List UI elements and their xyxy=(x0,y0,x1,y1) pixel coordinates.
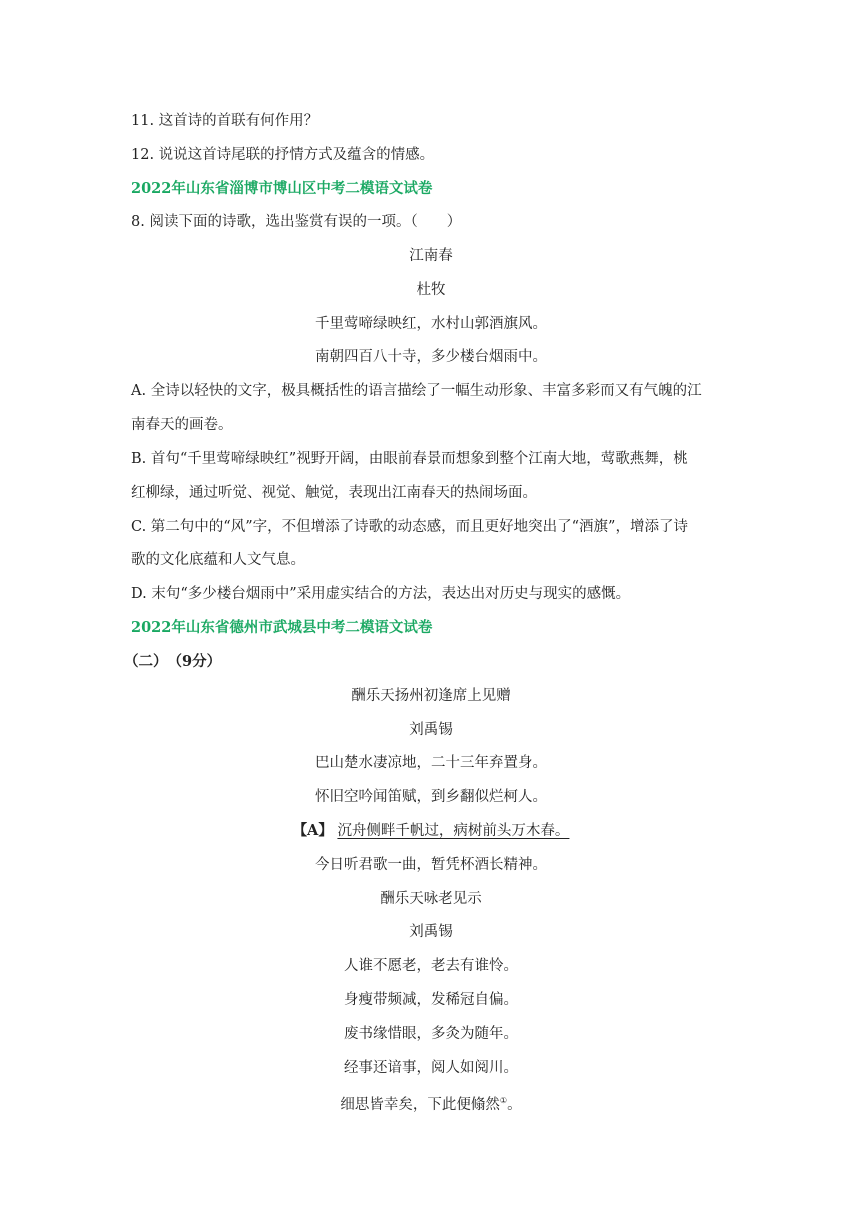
poem2-marked-line xyxy=(131,821,731,841)
exam-source-2: 2022年山东省德州市武城县中考二模语文试卷 xyxy=(131,619,433,636)
footnote-marker: ① xyxy=(499,1096,508,1105)
option-b: B. 首句“千里莺啼绿映红”视野开阔，由眼前春景而想象到整个江南大地，莺歌燕舞，桃 xyxy=(131,451,688,467)
poem3-last-text: 细思皆幸矣，下此便翛然 xyxy=(340,1097,500,1113)
section-heading: （二） （9分） xyxy=(124,653,222,670)
poem3-line: 经事还谙事，阅人如阅川。 xyxy=(344,1060,518,1076)
poem1-author: 杜牧 xyxy=(416,282,446,298)
option-d: D. 末句“多少楼台烟雨中”采用虚实结合的方法，表达出对历史与现实的感慨。 xyxy=(131,586,631,602)
poem2-author: 刘禹锡 xyxy=(409,722,453,738)
underlined-line: 沉舟侧畔千帆过，病树前头万木春。 xyxy=(337,823,570,839)
option-c: C. 第二句中的“风”字，不但增添了诗歌的动态感，而且更好地突出了“酒旗”，增添了诗 xyxy=(131,519,688,535)
poem1-line: 南朝四百八十寺，多少楼台烟雨中。 xyxy=(315,349,547,365)
option-b-cont: 红柳绿，通过听觉、视觉、触觉，表现出江南春天的热闹场面。 xyxy=(131,485,537,501)
poem2-title: 酬乐天扬州初逢席上见赠 xyxy=(351,688,511,704)
poem1-line: 千里莺啼绿映红，水村山郭酒旗风。 xyxy=(315,316,547,332)
option-c-cont: 歌的文化底蕴和人文气息。 xyxy=(131,552,305,568)
option-a-cont: 南春天的画卷。 xyxy=(131,417,233,433)
poem3-line: 废书缘惜眼，多灸为随年。 xyxy=(344,1026,518,1042)
poem3-last-line xyxy=(131,1091,731,1115)
label-a-marker: 【A】 xyxy=(292,822,333,839)
poem2-line: 巴山楚水凄凉地，二十三年弃置身。 xyxy=(315,755,547,771)
question-12: 12. 说说这首诗尾联的抒情方式及蕴含的情感。 xyxy=(131,147,435,163)
poem2-line: 今日听君歌一曲，暂凭杯酒长精神。 xyxy=(315,857,547,873)
poem3-author: 刘禹锡 xyxy=(409,924,453,940)
poem3-title: 酬乐天咏老见示 xyxy=(380,891,482,907)
poem3-line: 人谁不愿老，老去有谁怜。 xyxy=(344,958,518,974)
exam-source-1: 2022年山东省淄博市博山区中考二模语文试卷 xyxy=(131,180,433,197)
question-11: 11. 这首诗的首联有何作用？ xyxy=(131,113,319,129)
question-8: 8. 阅读下面的诗歌，选出鉴赏有误的一项。（ ） xyxy=(131,214,462,230)
poem1-title: 江南春 xyxy=(409,248,453,264)
option-a: A. 全诗以轻快的文字，极具概括性的语言描绘了一幅生动形象、丰富多彩而又有气魄的江 xyxy=(131,383,702,399)
poem3-last-punct: 。 xyxy=(507,1097,522,1113)
poem2-line: 怀旧空吟闻笛赋，到乡翻似烂柯人。 xyxy=(315,789,547,805)
poem3-line: 身瘦带频减，发稀冠自偏。 xyxy=(344,992,518,1008)
